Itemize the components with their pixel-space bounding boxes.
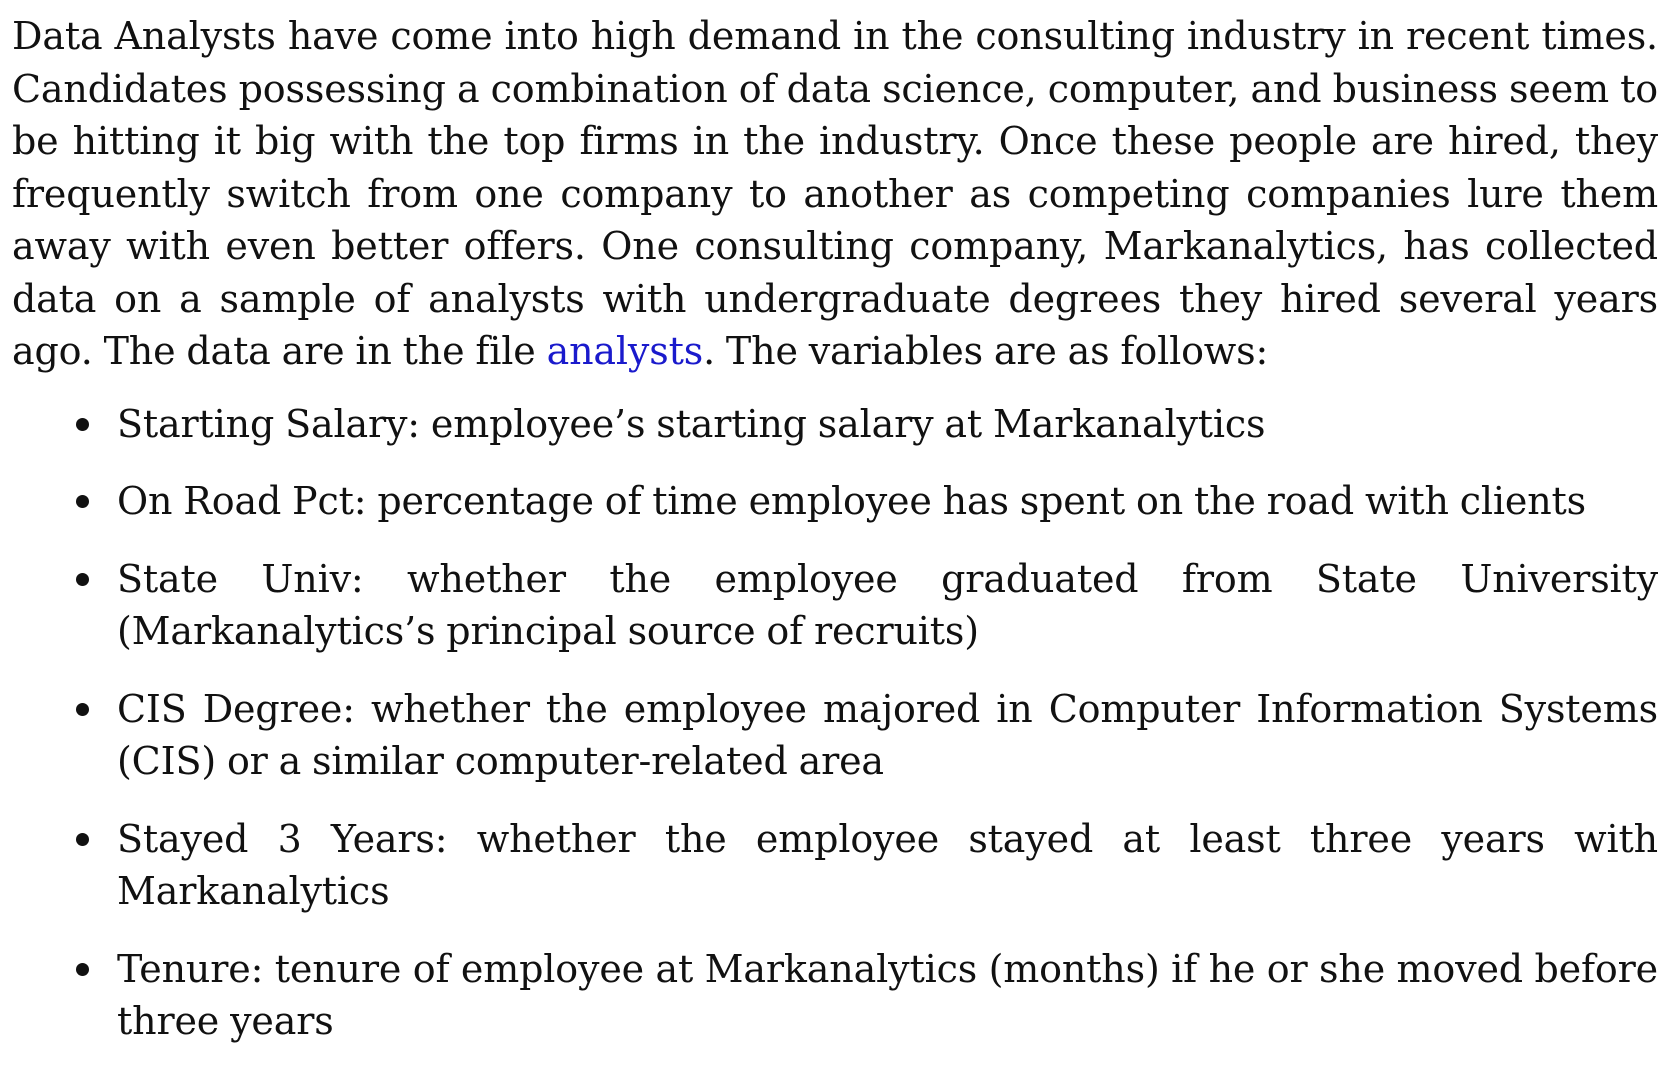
variable-description: employee’s starting salary at Markanalytics bbox=[430, 401, 1266, 446]
intro-text-end: . The variables are as follows: bbox=[703, 329, 1269, 373]
list-item bbox=[12, 553, 1658, 658]
bullet-icon bbox=[76, 495, 89, 508]
list-item bbox=[12, 683, 1658, 788]
variable-list bbox=[12, 398, 1658, 1048]
variable-description: percentage of time employee has spent on the road with clients bbox=[377, 479, 1587, 523]
list-item bbox=[12, 943, 1658, 1048]
variable-label: CIS Degree: bbox=[117, 686, 355, 731]
bullet-icon bbox=[76, 418, 89, 431]
bullet-icon bbox=[76, 573, 89, 586]
intro-paragraph bbox=[12, 10, 1658, 378]
list-item bbox=[12, 398, 1658, 451]
intro-text: Data Analysts have come into high demand in the consulting industry in recent times. Candidates possessing a combination of data science, computer, and business seem to be hitting it big with the top firms in the industry. Once these people are hired, they frequently switch from one company to another as competing companies lure them away with even better offers. One consulting company, Markanalytics, has collected data on a sample of analysts with undergraduate degrees they hired several years ago. The data are in the file bbox=[12, 14, 1658, 373]
analysts-file-link[interactable]: analysts bbox=[546, 329, 704, 373]
variable-label: State Univ: bbox=[117, 556, 364, 601]
variable-description: whether the employee graduated from State University (Markanalytics’s principal source of recruits) bbox=[117, 556, 1658, 653]
variable-label: On Road Pct: bbox=[117, 479, 367, 523]
variable-description: whether the employee majored in Computer Information Systems (CIS) or a similar computer-related area bbox=[117, 686, 1658, 783]
list-item bbox=[12, 475, 1658, 528]
variable-label: Starting Salary: bbox=[117, 401, 420, 446]
bullet-icon bbox=[76, 703, 89, 716]
bullet-icon bbox=[76, 833, 89, 846]
bullet-icon bbox=[76, 963, 89, 976]
variable-description: whether the employee stayed at least three years with Markanalytics bbox=[117, 816, 1658, 913]
list-item bbox=[12, 813, 1658, 918]
variable-label: Stayed 3 Years: bbox=[117, 816, 448, 861]
variable-description: tenure of employee at Markanalytics (months) if he or she moved before three years bbox=[117, 946, 1658, 1043]
document-page bbox=[12, 10, 1658, 1073]
variable-label: Tenure: bbox=[117, 946, 264, 991]
